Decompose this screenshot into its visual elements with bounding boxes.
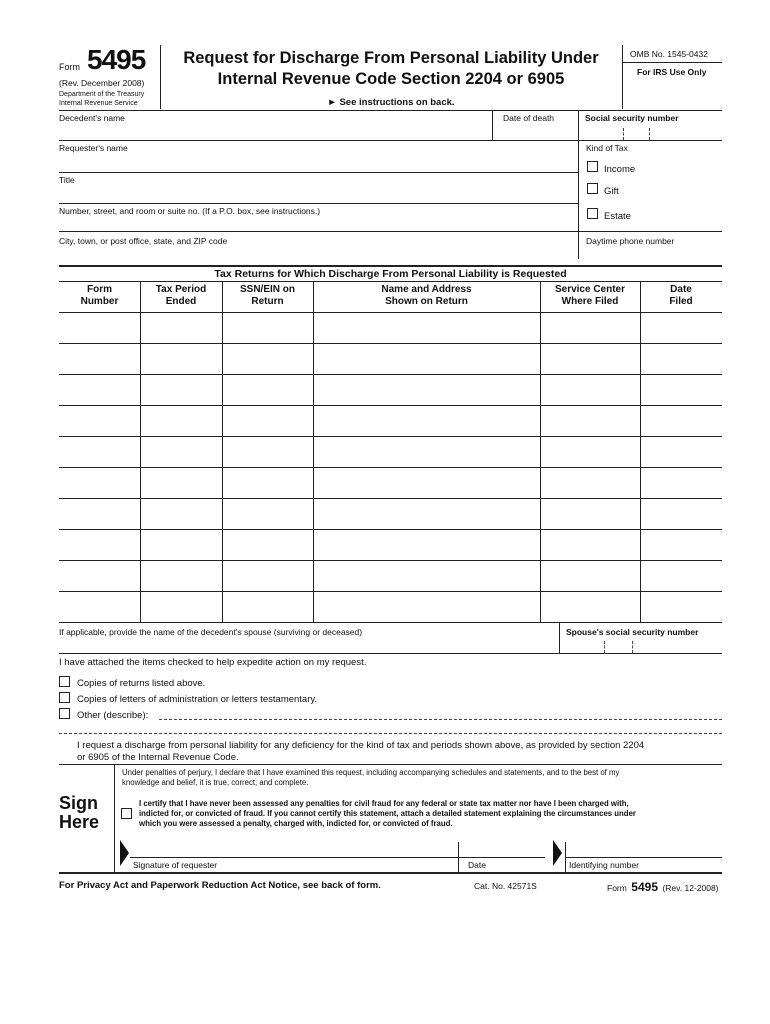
table-cell[interactable] (640, 591, 722, 622)
requester-name-label: Requester's name (59, 143, 128, 153)
table-cell[interactable] (59, 405, 140, 436)
kind-of-tax-label: Kind of Tax (586, 143, 628, 153)
table-cell[interactable] (222, 312, 313, 343)
table-cell[interactable] (59, 436, 140, 467)
daytime-phone-field[interactable] (578, 231, 722, 259)
estate-label: Estate (604, 211, 631, 222)
table-cell[interactable] (540, 405, 640, 436)
table-cell[interactable] (640, 312, 722, 343)
column-header: SSN/EIN on Return (239, 284, 295, 307)
column-header: Name and Address Shown on Return (381, 284, 472, 307)
department-line: Department of the Treasury (59, 91, 145, 98)
ssn-label: Social security number (585, 113, 679, 123)
request-statement: I request a discharge from personal liability for any deficiency for the kind of tax and periods shown above, as provided by section 2204 or 6905 of the Internal Revenue Code. (77, 740, 645, 763)
table-cell[interactable] (140, 312, 222, 343)
identifying-number-label: Identifying number (569, 860, 639, 870)
table-row (59, 560, 722, 591)
sign-here-label: Sign Here (59, 793, 100, 832)
table-cell[interactable] (640, 405, 722, 436)
table-cell[interactable] (540, 560, 640, 591)
table-cell[interactable] (640, 467, 722, 498)
date-label: Date (468, 860, 486, 870)
copies-of-returns-label: Copies of returns listed above. (77, 678, 206, 689)
table-row (59, 436, 722, 467)
table-cell[interactable] (313, 560, 540, 591)
table-row (59, 498, 722, 529)
table-cell[interactable] (540, 529, 640, 560)
spouse-name-label: If applicable, provide the name of the decedent's spouse (surviving or deceased) (59, 627, 363, 637)
date-of-death-label: Date of death (503, 113, 555, 123)
table-row (59, 405, 722, 436)
table-cell[interactable] (222, 560, 313, 591)
other-describe-continuation[interactable] (59, 733, 722, 734)
table-cell[interactable] (59, 374, 140, 405)
table-cell[interactable] (59, 312, 140, 343)
table-cell[interactable] (140, 529, 222, 560)
agency-line: Internal Revenue Service (59, 100, 138, 107)
decedent-name-field[interactable] (59, 110, 492, 140)
fraud-certification-checkbox[interactable] (121, 808, 132, 819)
estate-checkbox[interactable] (587, 208, 598, 219)
table-cell[interactable] (540, 498, 640, 529)
other-label: Other (describe): (77, 710, 149, 721)
table-cell[interactable] (140, 591, 222, 622)
table-cell[interactable] (59, 343, 140, 374)
table-cell[interactable] (540, 467, 640, 498)
daytime-phone-label: Daytime phone number (586, 236, 675, 246)
signature-label: Signature of requester (133, 860, 218, 870)
table-cell[interactable] (313, 374, 540, 405)
form-word: Form (59, 62, 80, 72)
table-cell[interactable] (540, 374, 640, 405)
column-header: Tax Period Ended (155, 284, 207, 307)
table-row (59, 343, 722, 374)
signature-date-field[interactable] (459, 840, 545, 858)
fraud-certification-statement: I certify that I have never been assessed any penalties for civil fraud for any federal or state tax matter nor have I been charged with, indicted for, or convicted of fraud. If you cannot certify this statement, attach a detailed statement explaining the circumstances under which you were assessed a penalty, charged with, indicted for, or convicted of fraud. (139, 799, 636, 828)
table-cell[interactable] (140, 343, 222, 374)
footer-form-id: Form 5495 (Rev. 12-2008) (607, 880, 719, 894)
omb-number: OMB No. 1545-0432 (630, 49, 708, 59)
header (0, 0, 770, 112)
irs-use-only: For IRS Use Only (637, 67, 707, 77)
table-cell[interactable] (540, 436, 640, 467)
identifying-number-arrow-icon (553, 840, 563, 866)
table-cell[interactable] (313, 405, 540, 436)
table-cell[interactable] (140, 374, 222, 405)
table-cell[interactable] (59, 467, 140, 498)
table-cell[interactable] (222, 374, 313, 405)
table-cell[interactable] (59, 560, 140, 591)
table-row (59, 374, 722, 405)
table-cell[interactable] (640, 436, 722, 467)
form-title: Request for Discharge From Personal Liability Under Internal Revenue Code Section 2204 or 6905 (183, 49, 599, 88)
other-checkbox[interactable] (59, 708, 70, 719)
table-cell[interactable] (222, 591, 313, 622)
address-label: Number, street, and room or suite no. (If a P.O. box, see instructions.) (59, 206, 321, 216)
header-divider-right (622, 45, 623, 109)
table-cell[interactable] (222, 529, 313, 560)
income-checkbox[interactable] (587, 161, 598, 172)
table-cell[interactable] (140, 560, 222, 591)
copies-of-returns-checkbox[interactable] (59, 676, 70, 687)
revision-date: (Rev. December 2008) (59, 78, 145, 88)
address-field[interactable] (59, 203, 578, 231)
gift-checkbox[interactable] (587, 183, 598, 194)
spouse-name-field[interactable] (59, 639, 559, 653)
table-cell[interactable] (140, 498, 222, 529)
privacy-notice: For Privacy Act and Paperwork Reduction Act Notice, see back of form. (59, 880, 381, 891)
table-cell[interactable] (222, 498, 313, 529)
decedent-name-label: Decedent's name (59, 113, 125, 123)
column-header: Service Center Where Filed (554, 284, 626, 307)
spouse-ssn-label: Spouse's social security number (566, 627, 699, 637)
table-cell[interactable] (540, 312, 640, 343)
letters-of-administration-checkbox[interactable] (59, 692, 70, 703)
table-cell[interactable] (140, 467, 222, 498)
signature-field[interactable] (130, 840, 458, 858)
table-cell[interactable] (640, 560, 722, 591)
table-row (59, 529, 722, 560)
table-cell[interactable] (59, 591, 140, 622)
income-label: Income (604, 164, 636, 175)
spouse-ssn-field[interactable] (559, 623, 722, 653)
table-cell[interactable] (313, 529, 540, 560)
requester-name-field[interactable] (59, 140, 578, 172)
table-cell[interactable] (313, 498, 540, 529)
table-cell[interactable] (313, 312, 540, 343)
table-cell[interactable] (540, 343, 640, 374)
table-cell[interactable] (540, 591, 640, 622)
table-cell[interactable] (59, 498, 140, 529)
identifying-number-field[interactable] (565, 840, 722, 858)
city-label: City, town, or post office, state, and ZIP code (59, 236, 228, 246)
table-row (59, 467, 722, 498)
table-row (59, 591, 722, 622)
table-cell[interactable] (640, 529, 722, 560)
column-header: Form Number (80, 284, 119, 307)
table-cell[interactable] (222, 436, 313, 467)
instructions-note: ► See instructions on back. (327, 97, 455, 108)
title-label: Title (59, 175, 75, 185)
table-cell[interactable] (313, 343, 540, 374)
column-header: Date Filed (669, 284, 693, 307)
attachments-intro: I have attached the items checked to help expedite action on my request. (59, 657, 367, 668)
date-of-death-field[interactable] (492, 110, 578, 140)
catalog-number: Cat. No. 42571S (474, 881, 537, 891)
title-field[interactable] (59, 172, 578, 203)
table-cell[interactable] (222, 343, 313, 374)
table-title: Tax Returns for Which Discharge From Personal Liability is Requested (214, 268, 567, 280)
letters-of-administration-label: Copies of letters of administration or letters testamentary. (77, 694, 318, 705)
table-row (59, 312, 722, 343)
ssn-field[interactable] (578, 110, 722, 140)
signature-arrow-icon (120, 840, 130, 866)
table-cell[interactable] (640, 343, 722, 374)
table-cell[interactable] (222, 467, 313, 498)
table-cell[interactable] (313, 467, 540, 498)
perjury-statement: Under penalties of perjury, I declare that I have examined this request, including accompanying schedules and statements, and to the best of my knowledge and belief, it is true, correct, and complete. (122, 768, 620, 787)
form-number: 5495 (87, 44, 146, 75)
city-field[interactable] (59, 231, 578, 259)
table-cell[interactable] (313, 591, 540, 622)
table-cell[interactable] (640, 374, 722, 405)
table-cell[interactable] (59, 529, 140, 560)
other-describe-field[interactable] (159, 719, 722, 720)
table-cell[interactable] (313, 436, 540, 467)
table-cell[interactable] (640, 498, 722, 529)
table-cell[interactable] (140, 436, 222, 467)
table-cell[interactable] (222, 405, 313, 436)
gift-label: Gift (604, 186, 619, 197)
table-cell[interactable] (140, 405, 222, 436)
